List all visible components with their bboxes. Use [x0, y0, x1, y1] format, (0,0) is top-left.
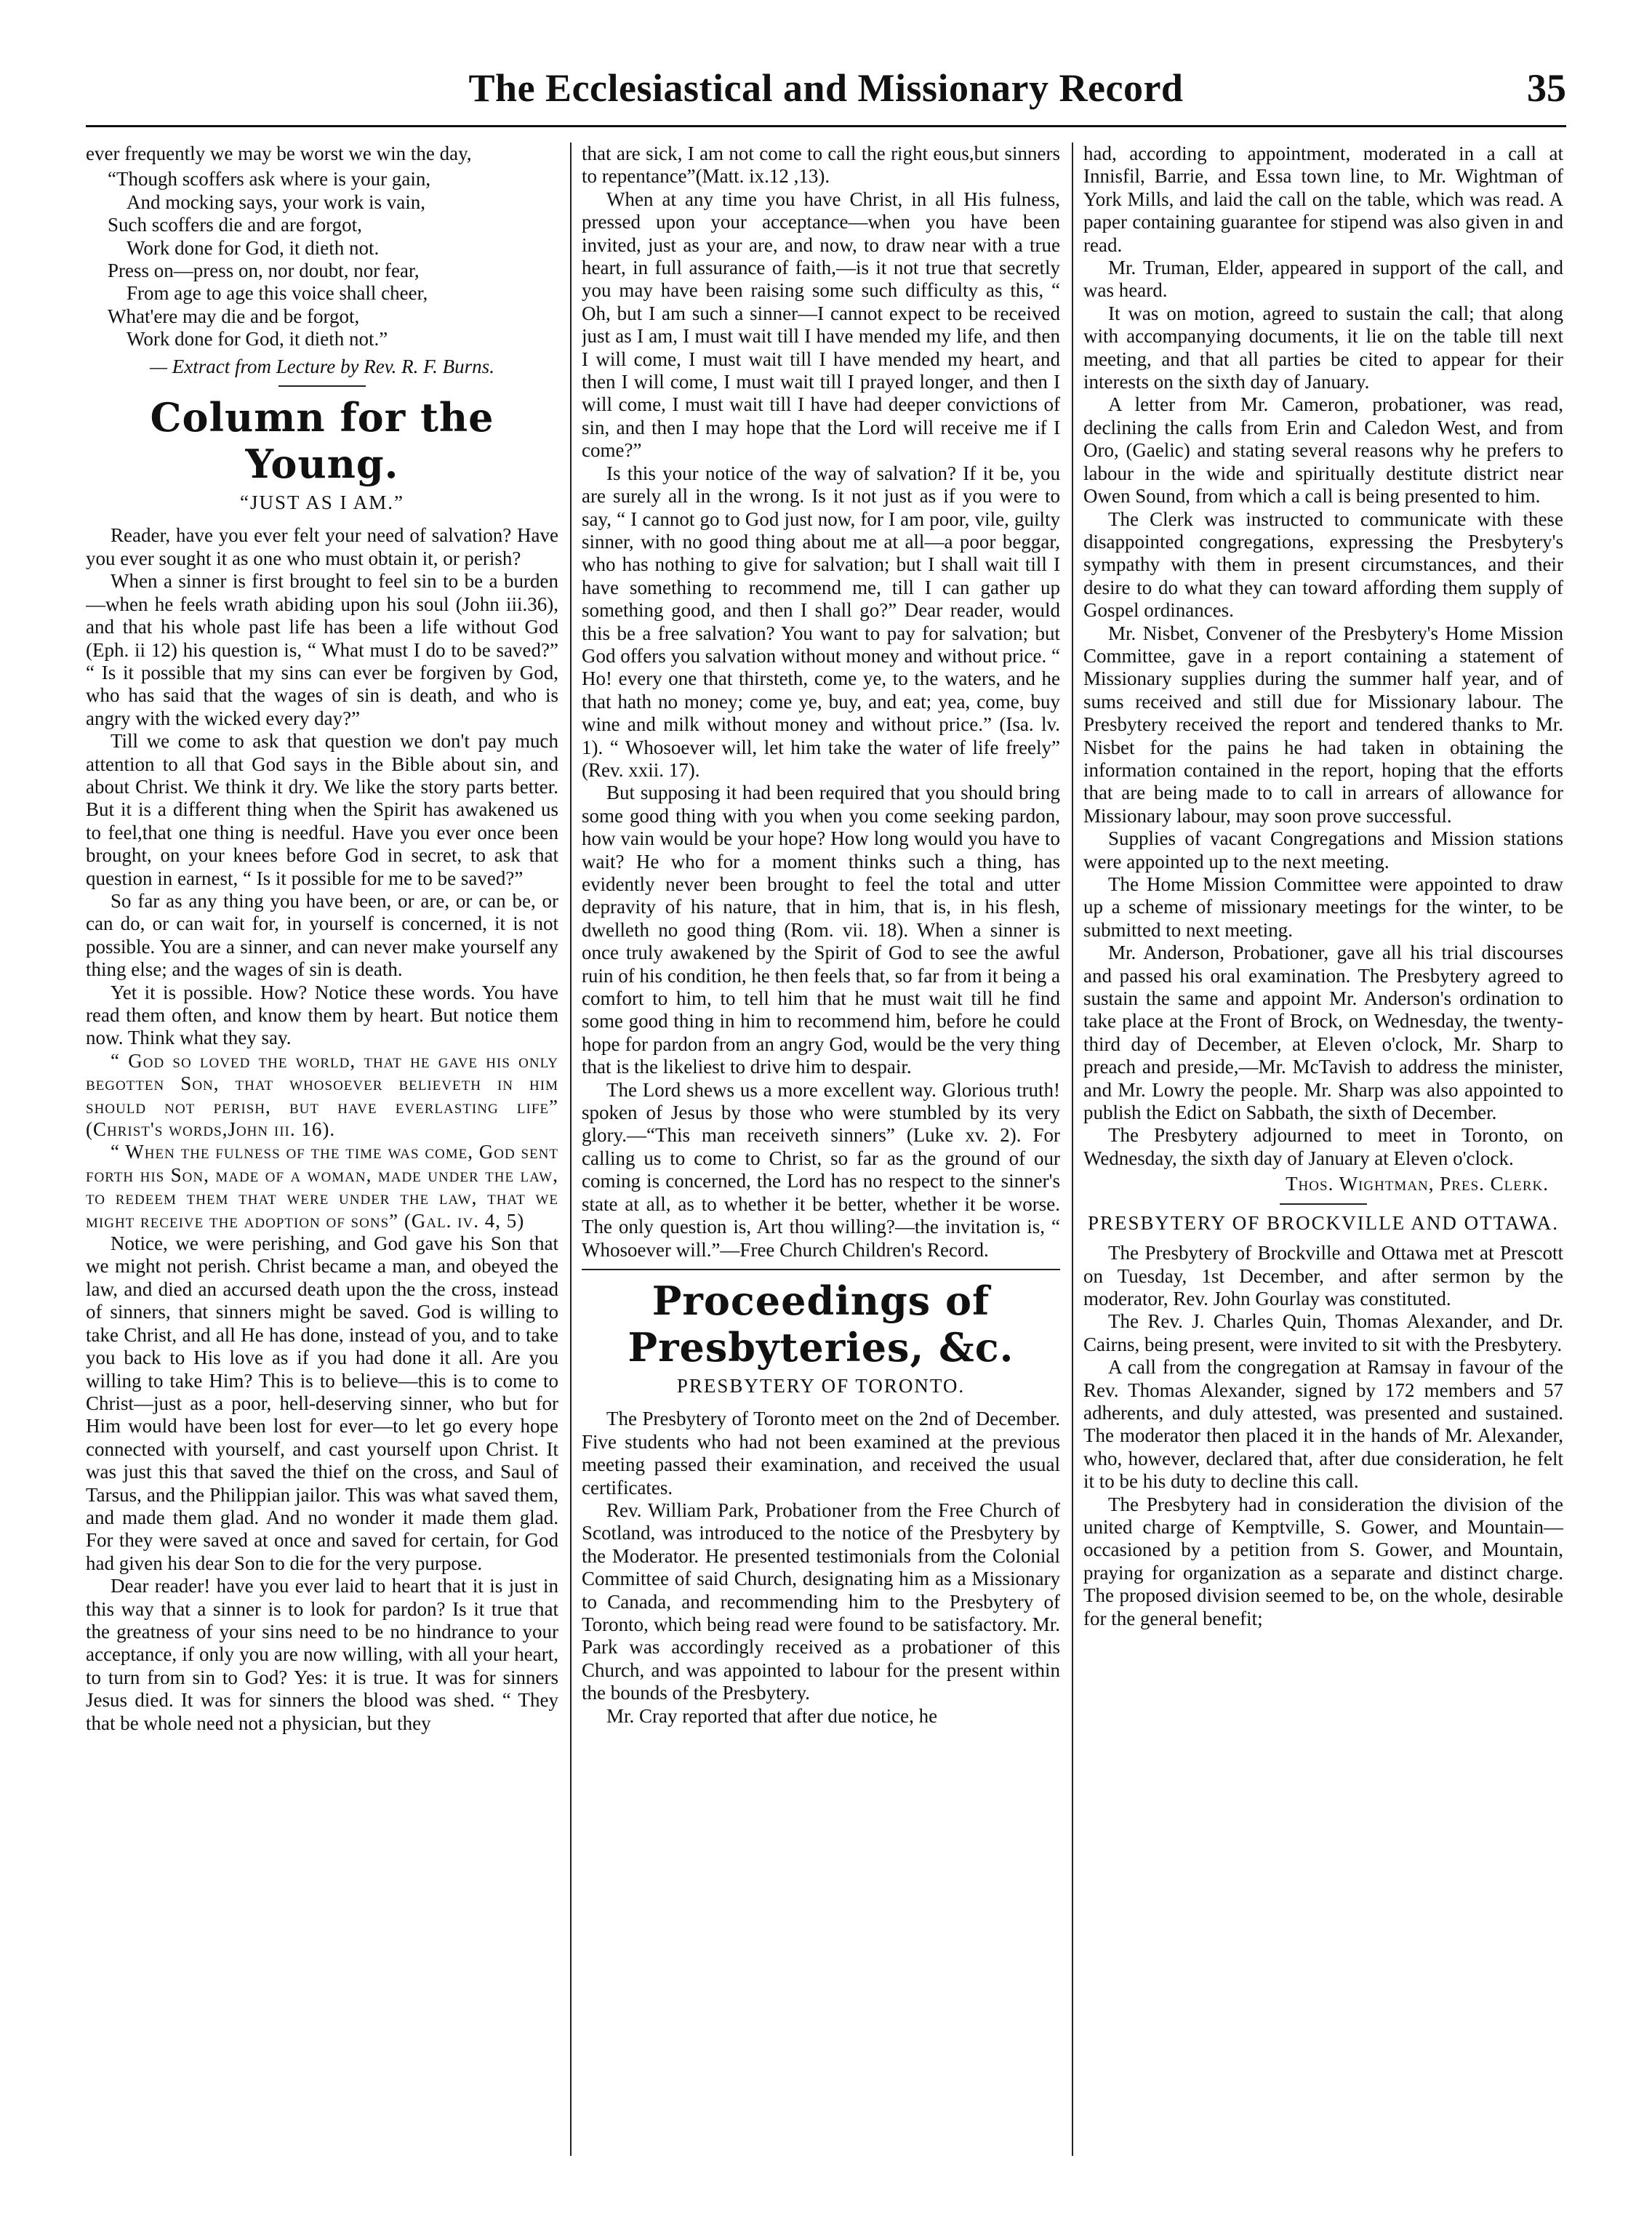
- column-3: [1083, 143, 1563, 2170]
- paragraph: The Presbytery of Toronto meet on the 2nd of December. Five students who had not been examined at the previous meeting passed their examination, and received the usual certificates.: [582, 1408, 1060, 1499]
- paragraph: A letter from Mr. Cameron, probationer, was read, declining the calls from Erin and Caledon West, and from Oro, (Gaelic) and stating several reasons why he prefers to labour in the wide and spiritually destitute district near Owen Sound, from which a call is being presented to him.: [1083, 393, 1563, 508]
- page-number: 35: [1527, 66, 1566, 110]
- paragraph: Is this your notice of the way of salvation? If it be, you are surely all in the wrong. Is it not just as if you were to say, “ I cannot go to God just now, for I am poor, vile, guilty sinner, with no good thing about me at all—a poor beggar, who has nothing to give for salvation; but I shall wait till I have something to recommend me, till I can gather up something good, and then I shall go?” Dear reader, would this be a free salvation? You want to pay for salvation; but God offers you salvation without money and without price. “ Ho! every one that thirsteth, come ye, to the waters, and he that hath no money; come ye, buy, and eat; yea, come, buy wine and milk without money and without price.” (Isa. lv. 1). “ Whosoever will, let him take the water of life freely” (Rev. xxii. 17).: [582, 462, 1060, 781]
- section-title: Column for the Young.: [150, 394, 494, 488]
- poem-line: Work done for God, it dieth not.”: [127, 328, 388, 350]
- paragraph: When a sinner is first brought to feel sin to be a burden—when he feels wrath abiding upon his soul (John iii.36), and that his whole past life has been a life without God (Eph. ii 12) his question is, “ What must I do to be saved?” “ Is it possible that my sins can ever be forgiven by God, who has said that the wages of sin is death, and who is angry with the wicked every day?”: [86, 570, 558, 729]
- paragraph: It was on motion, agreed to sustain the call; that along with accompanying documents, it lie on the table till next meeting, and that all parties be cited to appear for their interests on the sixth day of January.: [1083, 302, 1563, 393]
- scripture-quote: “ When the fulness of the time was come, God sent forth his Son, made of a woman, made under the law, to redeem them that were under the law, that we might receive the adoption of sons” (Gal. iv. 4, 5): [86, 1141, 558, 1232]
- publication-title: The Ecclesiastical and Missionary Record: [468, 66, 1184, 110]
- paragraph: The Presbytery adjourned to meet in Toronto, on Wednesday, the sixth day of January at Eleven o'clock.: [1083, 1124, 1563, 1169]
- section-subtitle: PRESBYTERY OF BROCKVILLE AND OTTAWA.: [1088, 1211, 1559, 1234]
- column-2: [582, 143, 1060, 2170]
- paragraph: The Clerk was instructed to communicate with these disappointed congregations, expressing the Presbytery's sympathy with them in present circumstances, and their desire to do what they can toward affording them supply of Gospel ordinances.: [1083, 508, 1563, 622]
- poem-line: And mocking says, your work is vain,: [127, 190, 425, 213]
- paragraph: When at any time you have Christ, in all His fulness, pressed upon your acceptance—when you have been invited, just as your are, and now, to draw near with a true heart, in full assurance of faith,—is it not true that secretly you may have been raising some such difficulty as this, “ Oh, but I am such a sinner—I cannot expect to be received just as I am, I must wait till I have mended my life, and then I will come, I must wait till I have mended my heart, and then I will come, I must wait till I prayed longer, and then I will come, I must wait till I have had deeper convictions of sin, and then I may hope that the Lord will receive me if I come?”: [582, 188, 1060, 462]
- poem-line: Such scoffers die and are forgot,: [108, 214, 362, 236]
- paragraph: Till we come to ask that question we don't pay much attention to all that God says in the Bible about sin, and about Christ. We think it dry. We like the story parts better. But it is a different thing when the Spirit has awakened us to feel,that one thing is needful. Have you ever once been brought, on your knees before God in secret, to ask that question in earnest, “ Is it possible for me to be saved?”: [86, 730, 558, 889]
- paragraph: Yet it is possible. How? Notice these words. You have read them often, and know them by heart. But notice them now. Think what they say.: [86, 981, 558, 1049]
- paragraph: Mr. Nisbet, Convener of the Presbytery's Home Mission Committee, gave in a report containing a statement of Missionary supplies during the summer half year, and of sums received and still due for Missionary labour. The Presbytery received the report and tendered thanks to Mr. Nisbet for the pains he had taken in obtaining the information contained in the report, hoping that the efforts that are being made to to call in arrears of allowance for Missionary labour, may soon prove successful.: [1083, 622, 1563, 827]
- section-rule: [1280, 1203, 1367, 1205]
- page-header: [86, 58, 1566, 124]
- extract-attribution: — Extract from Lecture by Rev. R. F. Burns.: [150, 355, 494, 377]
- poem-line: Work done for God, it dieth not.: [127, 236, 380, 259]
- section-subtitle: “JUST AS I AM.”: [239, 492, 405, 514]
- paragraph: Mr. Cray reported that after due notice, he: [606, 1704, 938, 1727]
- paragraph: Rev. William Park, Probationer from the Free Church of Scotland, was introduced to the notice of the Presbytery by the Moderator. He presented testimonials from the Colonial Committee of said Church, designating him as a Missionary to Canada, and recommending him to the Presbytery of Toronto, which being read were found to be satisfactory. Mr. Park was accordingly received as a probationer of this Church, and was appointed to labour for the present within the bounds of the Presbytery.: [582, 1499, 1060, 1704]
- section-subtitle: PRESBYTERY OF TORONTO.: [676, 1374, 966, 1397]
- poem: [108, 168, 558, 350]
- column-divider: [570, 143, 572, 2156]
- paragraph: had, according to appointment, moderated in a call at Innisfil, Barrie, and Essa town line, to Mr. Wightman of York Mills, and laid the call on the table, which was read. A paper containing guarantee for stipend was also given in and read.: [1083, 143, 1563, 256]
- clerk-signature: Thos. Wightman, Pres. Clerk.: [1286, 1173, 1549, 1195]
- section-rule: [582, 1269, 1060, 1270]
- paragraph: The Lord shews us a more excellent way. Glorious truth! spoken of Jesus by those who were stumbled by its very glory.—“This man receiveth sinners” (Luke xv. 2). For calling us to come to Christ, so far as the ground of our coming is concerned, the Lord has no respect to the sinner's state at all, as to whether it be better, whether it be worse. The only question is, Art thou willing?—the invitation is, “ Whosoever will.”—Free Church Children's Record.: [582, 1078, 1060, 1261]
- column-divider: [1072, 143, 1073, 2156]
- poem-line: Press on—press on, nor doubt, nor fear,: [108, 260, 420, 282]
- paragraph: ever frequently we may be worst we win the day,: [86, 143, 472, 164]
- poem-line: What'ere may die and be forgot,: [108, 305, 360, 327]
- paragraph: that are sick, I am not come to call the right eous,but sinners to repentance”(Matt. ix.12 ,13).: [582, 143, 1060, 188]
- paragraph: Notice, we were perishing, and God gave his Son that we might not perish. Christ became a man, and obeyed the law, and died an accursed death upon the the cross, instead of sinners, that sinners might be saved. God is willing to take Christ, and all He has done, instead of you, and to take you back to His love as if you had done it all. Are you willing to take Him? This is to believe—this is to come to Christ—just as a poor, hell-deserving sinner, who but for Him would have been lost for ever—to let go every hope connected with yourself, and cast yourself upon Christ. It was just this that saved the thief on the cross, and Saul of Tarsus, and the Philippian jailor. This was what saved them, and made them glad. And no wonder it made them glad. For they were saved at once and saved for certain, for God had given his dear Son to die for the very purpose.: [86, 1232, 558, 1574]
- paragraph: Dear reader! have you ever laid to heart that it is just in this way that a sinner is to look for pardon? Is it true that the greatness of your sins need to be no hindrance to your acceptance, if only you are now willing, with all your heart, to turn from sin to God? Yes: it is true. It was for sinners Jesus died. It was for sinners the blood was shed. “ They that be whole need not a physician, but they: [86, 1575, 558, 1734]
- poem-line: “Though scoffers ask where is your gain,: [108, 168, 431, 190]
- scripture-quote: “ God so loved the world, that he gave his only begotten Son, that whosoever believeth in him should not perish, but have everlasting life” (Christ's words,John iii. 16).: [86, 1049, 558, 1141]
- paragraph: Supplies of vacant Congregations and Mission stations were appointed up to the next meeting.: [1083, 827, 1563, 873]
- paragraph: Reader, have you ever felt your need of salvation? Have you ever sought it as one who must obtain it, or perish?: [86, 524, 558, 569]
- paragraph: The Rev. J. Charles Quin, Thomas Alexander, and Dr. Cairns, being present, were invited to sit with the Presbytery.: [1083, 1310, 1563, 1355]
- paragraph: The Presbytery of Brockville and Ottawa met at Prescott on Tuesday, 1st December, and after sermon by the moderator, Rev. John Gourlay was constituted.: [1083, 1242, 1563, 1309]
- paragraph: But supposing it had been required that you should bring some good thing with you when you come seeking pardon, how vain would be your hope? How long would you have to wait? He who for a moment thinks such a thing, has evidently never been brought to feel the total and utter depravity of his nature, that in him, that is, in his flesh, dwelleth no good thing (Rom. vii. 18). When a sinner is once truly awakened by the Spirit of God to see the awful ruin of his condition, he then feels that, so far from it being a comfort to him, to tell him that he must wait till he find some good thing in him to recommend him, before he could hope for pardon from an angry God, would be the very thing that is the likeliest to drive him to despair.: [582, 782, 1060, 1078]
- paragraph: A call from the congregation at Ramsay in favour of the Rev. Thomas Alexander, signed by 172 members and 57 adherents, and duly attested, was presented and sustained. The moderator then placed it in the hands of Mr. Alexander, who, however, declared that, after due consideration, he felt it to be his duty to decline this call.: [1083, 1356, 1563, 1493]
- section-rule: [278, 385, 366, 387]
- section-title: Proceedings of Presbyteries, &c.: [627, 1277, 1014, 1371]
- paragraph: Mr. Anderson, Probationer, gave all his trial discourses and passed his oral examination. The Presbytery agreed to sustain the same and appoint Mr. Anderson's ordination to take place at the Front of Brock, on Wednesday, the twenty-third day of December, at Eleven o'clock, Mr. Sharp to preach and preside,—Mr. McTavish to address the minister, and Mr. Lowry the people. Mr. Sharp was also appointed to publish the Edict on Sabbath, the sixth of December.: [1083, 942, 1563, 1124]
- paragraph: So far as any thing you have been, or are, or can be, or can do, or can wait for, in yourself is concerned, it is not possible. You are a sinner, and can never make yourself any thing else; and the wages of sin is death.: [86, 889, 558, 981]
- paragraph: The Home Mission Committee were appointed to draw up a scheme of missionary meetings for the winter, to be submitted to next meeting.: [1083, 873, 1563, 941]
- paragraph: Mr. Truman, Elder, appeared in support of the call, and was heard.: [1083, 257, 1563, 302]
- poem-line: From age to age this voice shall cheer,: [127, 282, 428, 305]
- header-rule: [86, 125, 1566, 127]
- paragraph: The Presbytery had in consideration the division of the united charge of Kemptville, S. Gower, and Mountain—occasioned by a petition from S. Gower, and Mountain, praying for organization as a separate and distinct charge. The proposed division seemed to be, on the whole, desirable for the general benefit;: [1083, 1493, 1563, 1629]
- column-1: [86, 143, 558, 2170]
